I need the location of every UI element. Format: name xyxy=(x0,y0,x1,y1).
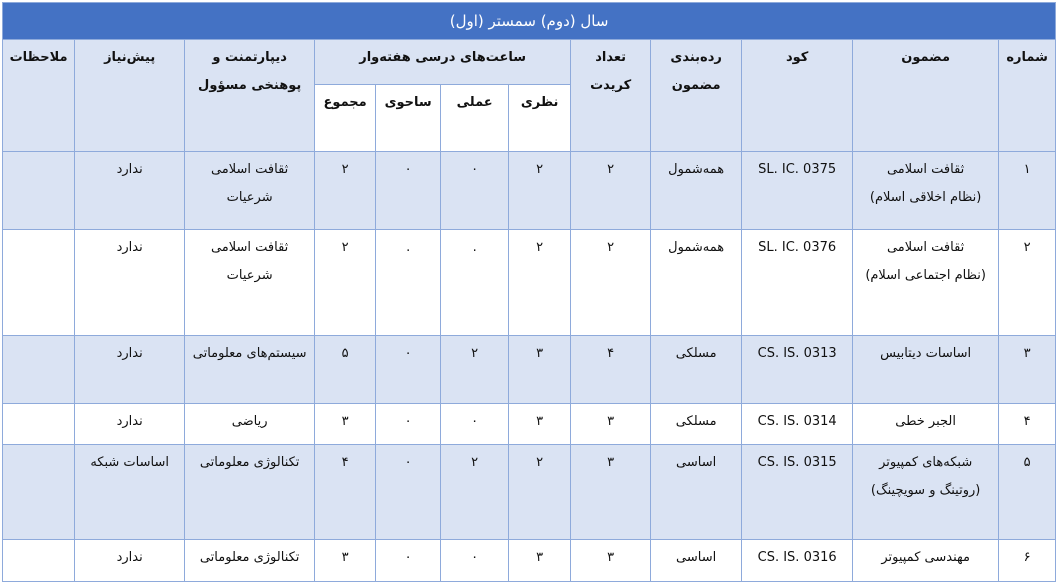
cell-credits: ۳ xyxy=(571,404,651,445)
table-row xyxy=(3,404,1056,445)
cell-total: ۳ xyxy=(315,404,376,445)
cell-department: تکنالوژی معلوماتی xyxy=(185,540,315,582)
cell-subject xyxy=(853,336,999,404)
cell-department: ثقافت اسلامی شرعیات xyxy=(185,230,315,336)
cell-code: CS. IS. 0316 xyxy=(742,540,853,582)
subject-note: (روتینگ و سویچینگ) xyxy=(870,483,981,498)
cell-code: SL. IC. 0376 xyxy=(742,230,853,336)
cell-department: ثقافت اسلامی شرعیات xyxy=(185,152,315,230)
table-row xyxy=(3,336,1056,404)
cell-remarks xyxy=(3,152,75,230)
cell-field: ۰ xyxy=(376,540,441,582)
cell-practical: ۲ xyxy=(441,336,509,404)
cell-category: مسلکی xyxy=(651,336,742,404)
table-row xyxy=(3,230,1056,336)
cell-field: ۰ xyxy=(376,445,441,540)
cell-credits: ۳ xyxy=(571,445,651,540)
cell-number: ۱ xyxy=(999,152,1056,230)
cell-prerequisite: اساسات شبکه xyxy=(75,445,185,540)
header-prerequisite: پیش‌نیاز xyxy=(75,40,185,152)
header-credits: تعداد کریدت xyxy=(571,40,651,152)
cell-number: ۶ xyxy=(999,540,1056,582)
cell-prerequisite: ندارد xyxy=(75,336,185,404)
cell-field: . xyxy=(376,230,441,336)
cell-subject xyxy=(853,445,999,540)
header-theory: نظری xyxy=(509,85,571,152)
cell-number: ۳ xyxy=(999,336,1056,404)
cell-code: CS. IS. 0315 xyxy=(742,445,853,540)
header-remarks: ملاحظات xyxy=(3,40,75,152)
cell-remarks xyxy=(3,404,75,445)
cell-field: ۰ xyxy=(376,336,441,404)
subject-name: شبکه‌های کمپیوتر xyxy=(879,455,973,470)
cell-theory: ۲ xyxy=(509,445,571,540)
cell-theory: ۳ xyxy=(509,540,571,582)
cell-total: ۲ xyxy=(315,230,376,336)
cell-practical: ۰ xyxy=(441,404,509,445)
subject-name: ثقافت اسلامی xyxy=(886,162,965,177)
cell-category: اساسی xyxy=(651,445,742,540)
header-weekly-hours: ساعت‌های درسی هفته‌وار xyxy=(315,40,571,85)
curriculum-table xyxy=(2,2,1056,582)
cell-theory: ۲ xyxy=(509,152,571,230)
cell-number: ۲ xyxy=(999,230,1056,336)
cell-field: ۰ xyxy=(376,404,441,445)
cell-total: ۵ xyxy=(315,336,376,404)
cell-theory: ۳ xyxy=(509,404,571,445)
cell-remarks xyxy=(3,445,75,540)
header-number: شماره xyxy=(999,40,1056,152)
cell-subject xyxy=(853,152,999,230)
header-total: مجموع xyxy=(315,85,376,152)
cell-total: ۲ xyxy=(315,152,376,230)
cell-category: همه‌شمول xyxy=(651,152,742,230)
subject-note: (نظام اخلاقی اسلام) xyxy=(869,190,982,205)
cell-subject xyxy=(853,404,999,445)
cell-credits: ۲ xyxy=(571,152,651,230)
cell-practical: ۰ xyxy=(441,152,509,230)
table-row xyxy=(3,445,1056,540)
cell-field: ۰ xyxy=(376,152,441,230)
cell-remarks xyxy=(3,336,75,404)
subject-name: مهندسی کمپیوتر xyxy=(881,550,970,565)
table-title: سال (دوم) سمستر (اول) xyxy=(3,3,1056,40)
cell-subject xyxy=(853,230,999,336)
cell-credits: ۲ xyxy=(571,230,651,336)
cell-practical: ۰ xyxy=(441,540,509,582)
cell-practical: ۲ xyxy=(441,445,509,540)
cell-department: ریاضی xyxy=(185,404,315,445)
cell-department: تکنالوژی معلوماتی xyxy=(185,445,315,540)
cell-remarks xyxy=(3,230,75,336)
cell-credits: ۳ xyxy=(571,540,651,582)
cell-category: مسلکی xyxy=(651,404,742,445)
cell-prerequisite: ندارد xyxy=(75,404,185,445)
cell-code: CS. IS. 0313 xyxy=(742,336,853,404)
cell-category: همه‌شمول xyxy=(651,230,742,336)
cell-practical: . xyxy=(441,230,509,336)
cell-code: CS. IS. 0314 xyxy=(742,404,853,445)
cell-department: سیستم‌های معلوماتی xyxy=(185,336,315,404)
header-practical: عملی xyxy=(441,85,509,152)
header-department: دیپارتمنت و پوهنخی مسؤول xyxy=(185,40,315,152)
cell-category: اساسی xyxy=(651,540,742,582)
cell-prerequisite: ندارد xyxy=(75,540,185,582)
subject-name: ثقافت اسلامی xyxy=(886,240,965,255)
table-row xyxy=(3,152,1056,230)
cell-code: SL. IC. 0375 xyxy=(742,152,853,230)
subject-note: (نظام اجتماعی اسلام) xyxy=(865,268,986,283)
cell-subject xyxy=(853,540,999,582)
cell-prerequisite: ندارد xyxy=(75,152,185,230)
header-code: کود xyxy=(742,40,853,152)
header-field: ساحوی xyxy=(376,85,441,152)
cell-credits: ۴ xyxy=(571,336,651,404)
cell-number: ۵ xyxy=(999,445,1056,540)
table-row xyxy=(3,540,1056,582)
subject-name: اساسات دیتابیس xyxy=(880,346,972,361)
cell-total: ۳ xyxy=(315,540,376,582)
subject-name: الجبر خطی xyxy=(895,414,956,429)
cell-number: ۴ xyxy=(999,404,1056,445)
cell-prerequisite: ندارد xyxy=(75,230,185,336)
cell-theory: ۲ xyxy=(509,230,571,336)
cell-remarks xyxy=(3,540,75,582)
cell-total: ۴ xyxy=(315,445,376,540)
header-category: ردەبندی مضمون xyxy=(651,40,742,152)
cell-theory: ۳ xyxy=(509,336,571,404)
header-subject: مضمون xyxy=(853,40,999,152)
